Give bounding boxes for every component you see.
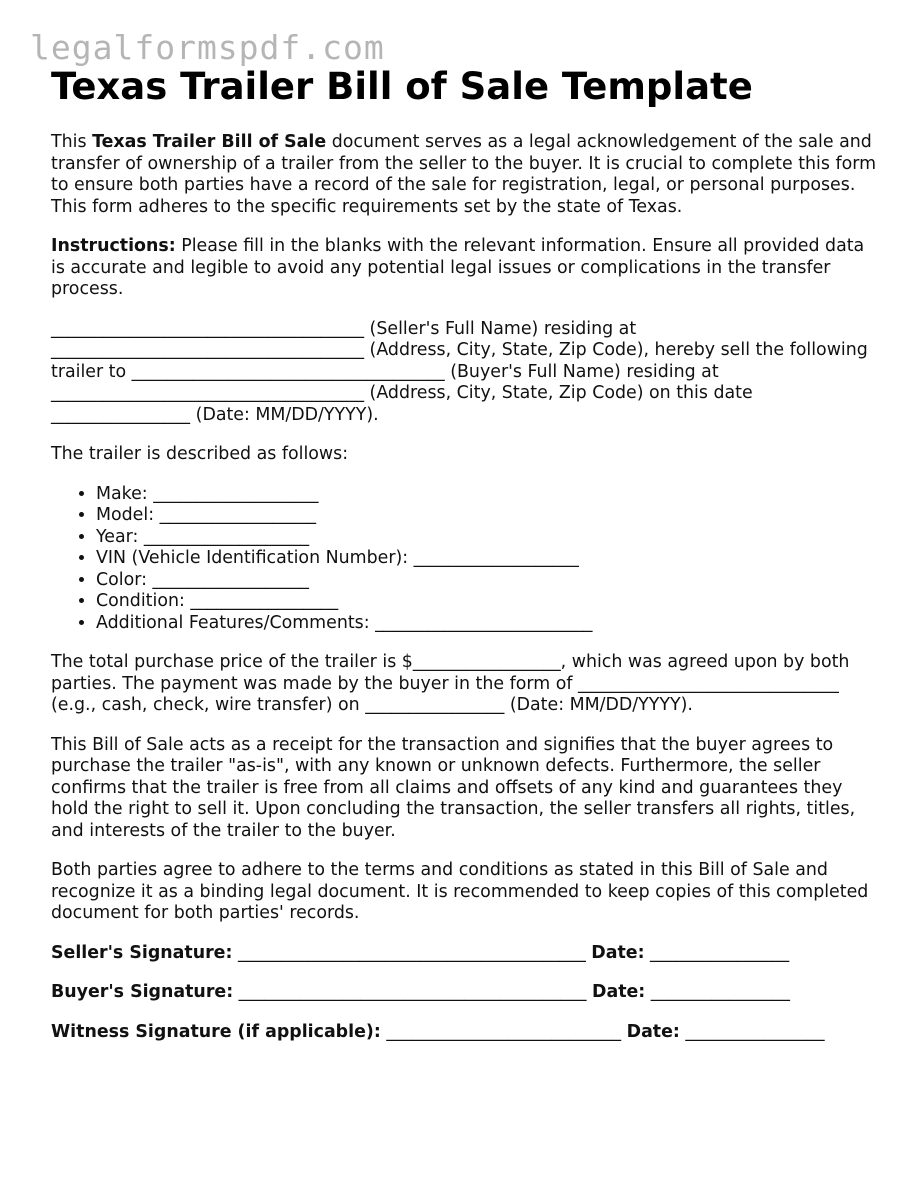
buyer-signature-blank: ________________________________________: [233, 982, 593, 1002]
witness-date-blank: ________________: [679, 1021, 825, 1042]
watermark: legalformspdf.com: [30, 28, 385, 67]
intro-prefix: This: [51, 132, 93, 152]
instructions-text: Please fill in the blanks with the relevant information. Ensure all provided data is accurate and legible to avoid any potential legal issues or complications in the transfer process.: [51, 236, 865, 299]
intro-bold: Texas Trailer Bill of Sale: [92, 132, 327, 152]
buyer-date-blank: ________________: [645, 982, 790, 1002]
detail-condition: • Condition: _________________: [96, 591, 881, 613]
seller-signature-label: Seller's Signature:: [51, 942, 233, 963]
agreement-paragraph: Both parties agree to adhere to the terms and conditions as stated in this Bill of Sale and recognize it as a binding legal document. It is recommended to keep copies of this completed document for both parties' records.: [51, 860, 869, 923]
parties-paragraph: ____________________________________ (Seller's Full Name) residing at ____________________________________ (Address, City, State, Zip Code), hereby sell the following trailer to ____________________________________ (Buyer's Full Name) residing at ____________________________________ (Address, City, State, Zip Code) on this date ________________ (Date: MM/DD/YYYY).: [51, 318, 868, 425]
seller-signature-line: [51, 943, 881, 965]
seller-signature-blank: ________________________________________: [232, 942, 592, 963]
witness-signature-line: [51, 1022, 881, 1044]
buyer-signature-line: [51, 982, 881, 1004]
detail-color: • Color: __________________: [96, 570, 881, 592]
page-title: Texas Trailer Bill of Sale Template: [51, 65, 753, 108]
instructions-label: Instructions:: [51, 236, 176, 256]
witness-date-label: Date:: [626, 1021, 680, 1042]
seller-date-label: Date:: [591, 942, 645, 963]
intro-paragraph: [51, 132, 881, 218]
detail-vin: • VIN (Vehicle Identification Number): ___________________: [96, 548, 881, 570]
witness-signature-blank: ___________________________: [380, 1021, 627, 1042]
receipt-paragraph: This Bill of Sale acts as a receipt for the transaction and signifies that the buyer agrees to purchase the trailer "as-is", with any known or unknown defects. Furthermore, the seller confirms that the trailer is free from all claims and offsets of any kind and guarantees they hold the right to sell it. Upon concluding the transaction, the seller transfers all rights, titles, and interests of the trailer to the buyer.: [51, 734, 856, 841]
witness-signature-label: Witness Signature (if applicable):: [51, 1021, 381, 1042]
detail-additional: • Additional Features/Comments: _________________________: [96, 613, 881, 635]
instructions-paragraph: [51, 236, 881, 301]
trailer-details-list: [51, 484, 881, 635]
detail-make: • Make: ___________________: [96, 484, 881, 506]
document-body: [51, 64, 881, 1043]
seller-date-blank: ________________: [644, 942, 790, 963]
detail-year: • Year: ___________________: [96, 527, 881, 549]
detail-model: • Model: __________________: [96, 505, 881, 527]
description-intro: The trailer is described as follows:: [51, 444, 349, 464]
intro-rest: document serves as a legal acknowledgement of the sale and transfer of ownership of a trailer from the seller to the buyer. It is crucial to complete this form to ensure both parties have a record of the sale for registration, legal, or personal purposes. This form adheres to the specific requirements set by the state of Texas.: [51, 132, 877, 217]
buyer-date-label: Date:: [592, 982, 646, 1002]
buyer-signature-label: Buyer's Signature:: [51, 982, 234, 1002]
price-paragraph: The total purchase price of the trailer is $_________________, which was agreed upon by both parties. The payment was made by the buyer in the form of ______________________________ (e.g., cash, check, wire transfer) on ________________ (Date: MM/DD/YYYY).: [51, 652, 850, 715]
